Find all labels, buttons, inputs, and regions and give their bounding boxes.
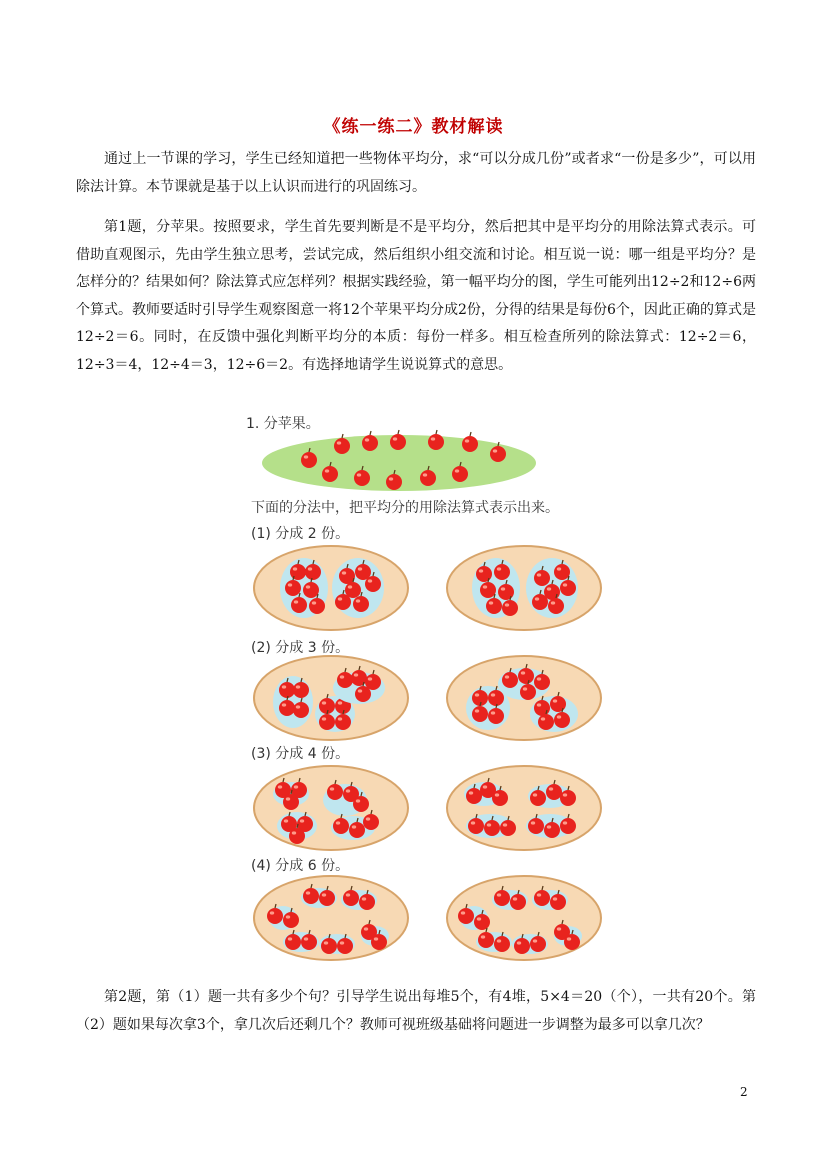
- figure-instruction: 下面的分法中，把平均分的用除法算式表示出来。: [251, 500, 559, 516]
- apple-icon: [390, 430, 406, 450]
- apple-division-figure: [246, 408, 616, 968]
- paragraph-question-2: 第2题，第（1）题一共有多少个句？引导学生说出每堆5个，有4堆，5×4＝20（个），一共有20个。第（2）题如果每次拿3个，拿几次后还剩几个？教师可视班级基础将问题进一步调整为最多可以拿几次？: [76, 989, 756, 1033]
- plate-4a: [254, 876, 408, 960]
- part-1-label: (1) 分成 2 份。: [251, 526, 350, 542]
- part-3-label: (3) 分成 4 份。: [251, 746, 350, 762]
- page-number: 2: [740, 1085, 748, 1099]
- plate-3b: [447, 766, 601, 850]
- paragraph-question-1: 第1题，分苹果。按照要求，学生首先要判断是不是平均分，然后把其中是平均分的用除法算式表示。可借助直观图示，先由学生独立思考，尝试完成，然后组织小组交流和讨论。相互说一说：哪一组是平均分？是怎样分的？结果如何？除法算式应怎样列？根据实践经验，第一幅平均分的图，学生可能列出12÷2和12÷6两个算式。教师要适时引导学生观察图意一将12个苹果平均分成2份，分得的结果是每份6个，因此正确的算式是12÷2＝6。同时，在反馈中强化判断平均分的本质：每份一样多。相互检查所列的除法算式：12÷2＝6，12÷3＝4，12÷4＝3，12÷6＝2。有选择地请学生说说算式的意思。: [76, 219, 756, 373]
- document-title: 《练一练二》教材解读: [323, 117, 504, 137]
- paragraph-intro: 通过上一节课的学习，学生已经知道把一些物体平均分，求“可以分成几份”或者求“一份是多少”，可以用除法计算。本节课就是基于以上认识而进行的巩固练习。: [76, 151, 756, 195]
- apple-group-bg: [273, 676, 313, 728]
- apple-icon: [462, 432, 478, 452]
- part-4-label: (4) 分成 6 份。: [251, 858, 350, 874]
- figure-canvas: [246, 408, 616, 968]
- apple-icon: [362, 431, 378, 451]
- plate-2b: [447, 656, 601, 740]
- plate-1b: [447, 546, 601, 630]
- plate-4b: [447, 876, 601, 960]
- part-2-label: (2) 分成 3 份。: [251, 640, 350, 656]
- apple-icon: [428, 430, 444, 450]
- plate-1a: [254, 546, 408, 630]
- plate-3a: [254, 766, 408, 850]
- plate-2a: [254, 656, 408, 740]
- figure-heading: 1. 分苹果。: [246, 416, 320, 432]
- apple-icon: [334, 434, 350, 454]
